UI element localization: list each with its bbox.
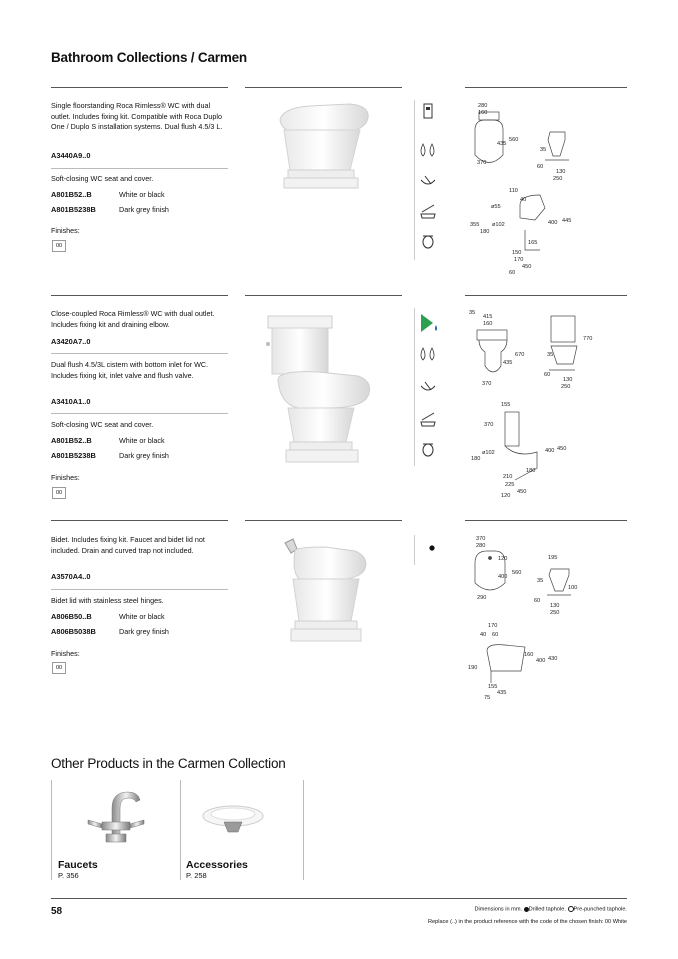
- product-accessories-page: P. 258: [186, 871, 207, 880]
- footer-drilled-text: Drilled taphole.: [528, 906, 566, 913]
- dimension-label: 450: [557, 446, 567, 452]
- section3-seat-title: Bidet lid with stainless steel hinges.: [51, 596, 164, 605]
- soap-dish-image: [198, 800, 268, 836]
- soft-close-seat-icon: [417, 408, 439, 430]
- dual-flush-icon: [417, 344, 439, 366]
- dimension-label: 130: [550, 603, 560, 609]
- dimension-label: 370: [476, 536, 486, 542]
- dimension-label: 415: [483, 314, 493, 320]
- eco-icon: [417, 312, 439, 334]
- page-number: 58: [51, 906, 63, 917]
- section1-variant-finish: White or black: [119, 190, 165, 199]
- dimension-label: 160: [483, 321, 493, 327]
- page-title: Bathroom Collections / Carmen: [51, 50, 247, 65]
- section3-finishes-label: Finishes:: [51, 649, 80, 658]
- dimension-label: 400: [498, 574, 508, 580]
- section2-seat-title: Soft-closing WC seat and cover.: [51, 420, 154, 429]
- dimension-label: 770: [583, 336, 593, 342]
- dimension-label: 60: [534, 598, 541, 604]
- section1-description: Single floorstanding Roca Rimless® WC with dual outlet. Includes fixing kit. Compatible with Roca Duplo One / Duplo S installation systems. Dual flush 4.5/3 L.: [51, 101, 223, 131]
- dimension-label: 225: [505, 482, 515, 488]
- dimension-label: 120: [498, 556, 508, 562]
- wc-top-view-icon: [417, 438, 439, 460]
- product-accessories-title[interactable]: Accessories: [186, 859, 248, 871]
- divider: [303, 780, 304, 880]
- dimension-label: 180: [471, 456, 481, 462]
- divider: [180, 780, 181, 880]
- dimension-label: 60: [537, 164, 544, 170]
- dimension-label: 435: [497, 690, 507, 696]
- footer-divider: [51, 898, 627, 899]
- dual-flush-icon: [417, 140, 439, 162]
- dimension-label: 400: [548, 220, 558, 226]
- close-coupled-wc-image: [258, 310, 378, 470]
- dimension-label: 560: [509, 137, 519, 143]
- dimension-label: 355: [470, 222, 480, 228]
- drilled-taphole-icon: [417, 537, 439, 559]
- floorstanding-wc-image: [270, 100, 380, 200]
- divider: [245, 520, 402, 521]
- dimension-label: 155: [501, 402, 511, 408]
- section2-cistern-code: A3410A1..0: [51, 397, 91, 406]
- divider: [51, 413, 228, 414]
- dimension-label: 250: [553, 176, 563, 182]
- wall-installation-icon: [417, 102, 439, 124]
- other-products-title: Other Products in the Carmen Collection: [51, 756, 286, 771]
- dimension-label: 290: [477, 595, 487, 601]
- dimension-label: 60: [509, 270, 516, 276]
- section1-variant-code: A801B52..B: [51, 190, 92, 199]
- divider: [465, 87, 627, 88]
- footer-prepunched-text: Pre-punched taphole.: [573, 906, 627, 913]
- dimension-label: 560: [512, 570, 522, 576]
- product-faucets-page: P. 356: [58, 871, 79, 880]
- soft-close-seat-icon: [417, 200, 439, 222]
- bidet-image: [265, 535, 375, 655]
- dimension-label: 370: [482, 381, 492, 387]
- dimension-label: 180: [480, 229, 490, 235]
- dimension-label: 150: [512, 250, 522, 256]
- faucet-image: [82, 786, 152, 848]
- dimension-label: 250: [561, 384, 571, 390]
- footer-note-finish: Replace (..) in the product reference with the code of the chosen finish: 00 White: [428, 919, 627, 925]
- feature-icons-column: [414, 535, 415, 565]
- dimension-label: 155: [488, 684, 498, 690]
- section2-finishes-label: Finishes:: [51, 473, 80, 482]
- dimension-label: 35: [540, 147, 547, 153]
- dimension-label: ø102: [482, 450, 495, 456]
- dimension-label: 280: [478, 103, 488, 109]
- section2-cistern-description: Dual flush 4.5/3L cistern with bottom inlet for WC. Includes fixing kit, inlet valve and flush valve.: [51, 360, 209, 380]
- dimension-label: 190: [468, 665, 478, 671]
- divider: [245, 295, 402, 296]
- rimless-icon: [417, 376, 439, 398]
- dimension-label: 435: [497, 141, 507, 147]
- section2-variant-code: A801B5238B: [51, 451, 96, 460]
- dimension-label: 60: [492, 632, 499, 638]
- dimension-label: 280: [476, 543, 486, 549]
- section3-code: A3570A4..0: [51, 572, 91, 581]
- section3-variant-finish: Dark grey finish: [119, 627, 169, 636]
- dimension-label: ø55: [491, 204, 501, 210]
- section2-variant-finish: White or black: [119, 436, 165, 445]
- finish-swatch-white: 00: [52, 487, 66, 499]
- dimension-label: 40: [520, 197, 527, 203]
- divider: [245, 87, 402, 88]
- section2-variant-code: A801B52..B: [51, 436, 92, 445]
- dimension-label: 400: [545, 448, 555, 454]
- divider: [465, 520, 627, 521]
- dimension-label: 250: [550, 610, 560, 616]
- section3-variant-code: A806B50..B: [51, 612, 92, 621]
- divider: [51, 353, 228, 354]
- section1-code: A3440A9..0: [51, 151, 91, 160]
- section2-variant-finish: Dark grey finish: [119, 451, 169, 460]
- dimension-label: 450: [522, 264, 532, 270]
- dimension-label: 100: [568, 585, 578, 591]
- footer-dimensions-text: Dimensions in mm.: [474, 906, 523, 913]
- dimension-label: 430: [548, 656, 558, 662]
- dimension-label: 40: [480, 632, 487, 638]
- divider: [51, 780, 52, 880]
- dimension-label: 160: [524, 652, 534, 658]
- section1-variant-code: A801B5238B: [51, 205, 96, 214]
- dimension-label: 130: [563, 377, 573, 383]
- dimension-label: 35: [537, 578, 544, 584]
- dimension-label: 110: [509, 188, 518, 194]
- close-coupled-technical-drawing: [465, 308, 627, 498]
- dimension-label: 60: [544, 372, 551, 378]
- dimension-label: 370: [477, 160, 487, 166]
- section3-variant-code: A806B5038B: [51, 627, 96, 636]
- footer-note-dimensions: [474, 906, 627, 912]
- rimless-icon: [417, 170, 439, 192]
- section2-code: A3420A7..0: [51, 337, 91, 346]
- divider: [51, 295, 228, 296]
- dimension-label: 445: [562, 218, 572, 224]
- divider: [465, 295, 627, 296]
- dimension-label: 170: [514, 257, 524, 263]
- finish-swatch-white: 00: [52, 240, 66, 252]
- wc-technical-drawing: [465, 100, 627, 278]
- dimension-label: 130: [556, 169, 566, 175]
- divider: [51, 520, 228, 521]
- product-faucets-title[interactable]: Faucets: [58, 859, 98, 871]
- dimension-label: 35: [547, 352, 554, 358]
- section1-seat-title: Soft-closing WC seat and cover.: [51, 174, 154, 183]
- divider: [51, 87, 228, 88]
- section1-variant-finish: Dark grey finish: [119, 205, 169, 214]
- dimension-label: 170: [488, 623, 498, 629]
- section3-variant-finish: White or black: [119, 612, 165, 621]
- dimension-label: 75: [484, 695, 491, 701]
- dimension-label: 35: [469, 310, 476, 316]
- dimension-label: 165: [528, 240, 538, 246]
- dimension-label: 400: [536, 658, 546, 664]
- wc-top-view-icon: [417, 230, 439, 252]
- dimension-label: 435: [503, 360, 513, 366]
- dimension-label: 210: [503, 474, 513, 480]
- dimension-label: 370: [484, 422, 494, 428]
- section3-description: Bidet. Includes fixing kit. Faucet and bidet lid not included. Drain and curved trap not included.: [51, 535, 205, 555]
- dimension-label: 180: [526, 468, 536, 474]
- dimension-label: 120: [501, 493, 511, 499]
- section2-description: Close-coupled Roca Rimless® WC with dual outlet. Includes fixing kit and draining elbow.: [51, 309, 215, 329]
- feature-icons-column: [414, 308, 415, 466]
- dimension-label: ø102: [492, 222, 505, 228]
- dimension-label: 450: [517, 489, 527, 495]
- bidet-technical-drawing: [465, 533, 627, 705]
- divider: [51, 168, 228, 169]
- feature-icons-column: [414, 100, 415, 260]
- dimension-label: 195: [548, 555, 558, 561]
- finish-swatch-white: 00: [52, 662, 66, 674]
- divider: [51, 589, 228, 590]
- dimension-label: 160: [478, 110, 488, 116]
- dimension-label: 670: [515, 352, 525, 358]
- section1-finishes-label: Finishes:: [51, 226, 80, 235]
